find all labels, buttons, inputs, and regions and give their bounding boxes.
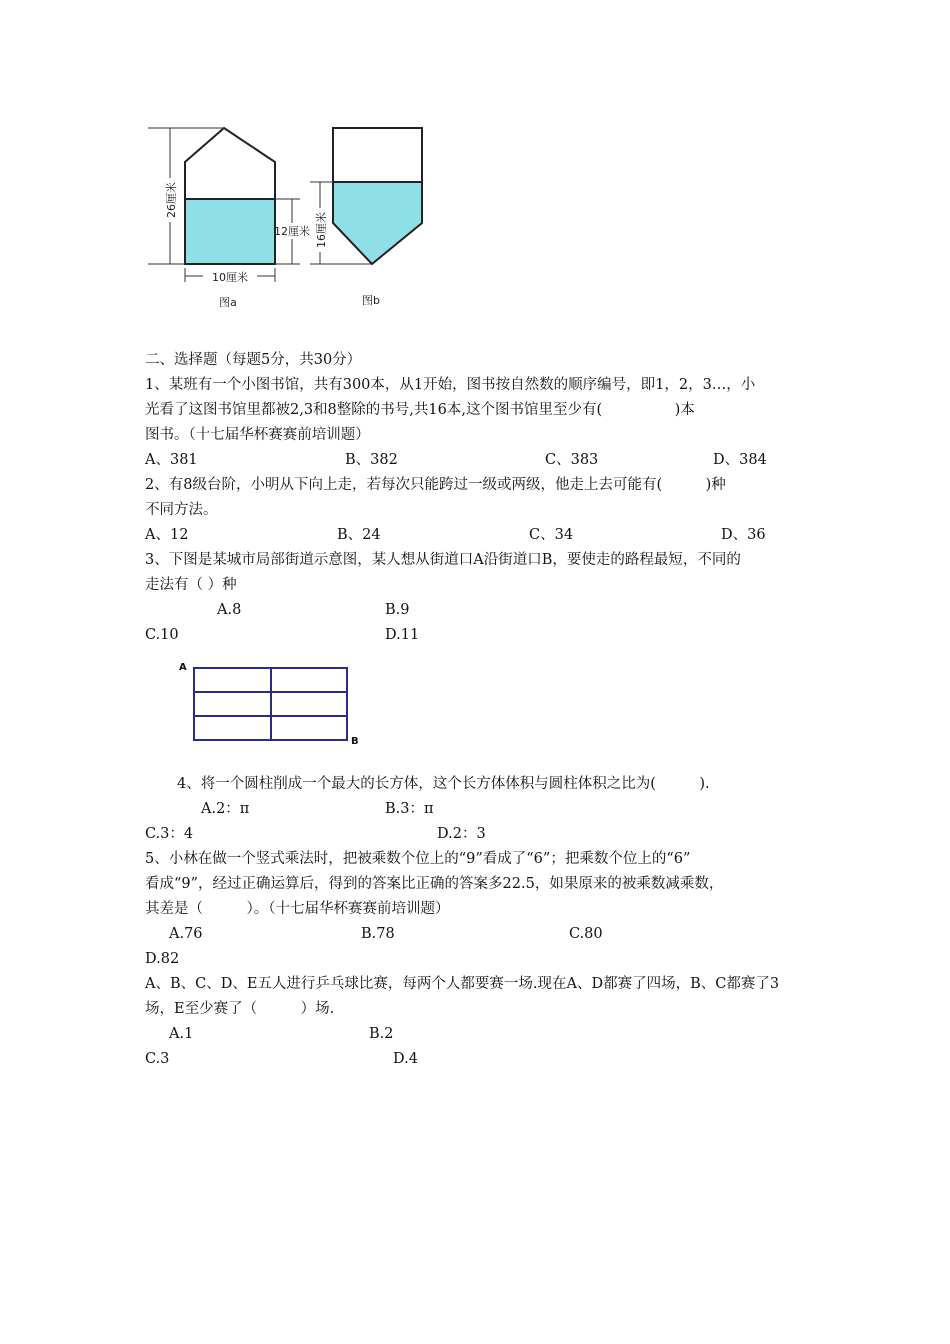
- q6-option-c: C.3: [145, 1051, 170, 1067]
- q1-option-d: D、384: [713, 452, 767, 468]
- q6-line-2: 场，E至少赛了（ ）场.: [145, 1001, 335, 1017]
- q5-line-3: 其差是（ ）。（十七届华杯赛赛前培训题）: [145, 901, 450, 917]
- grid-label-a: A: [179, 662, 187, 673]
- figure-b-container-outline: [333, 128, 422, 182]
- street-grid-diagram: [172, 660, 372, 752]
- q1-option-b: B、382: [345, 452, 398, 468]
- q5-option-d: D.82: [145, 951, 180, 967]
- q3-line-1: 3、下图是某城市局部街道示意图，某人想从街道口A沿街道口B，要使走的路程最短，不同的: [145, 552, 741, 568]
- label-26cm: 26厘米: [165, 182, 178, 218]
- figure-b: [305, 120, 435, 320]
- q4-option-b: B.3：π: [385, 801, 434, 817]
- q2-option-a: A、12: [145, 527, 189, 543]
- q4-line: 4、将一个圆柱削成一个最大的长方体，这个长方体体积与圆柱体积之比为( ).: [177, 776, 710, 792]
- q5-line-1: 5、小林在做一个竖式乘法时，把被乘数个位上的“9”看成了“6”；把乘数个位上的“6”: [145, 851, 691, 867]
- q3-option-a: A.8: [217, 602, 242, 618]
- q5-line-2: 看成“9”，经过正确运算后，得到的答案比正确的答案多22.5，如果原来的被乘数减乘数，: [145, 876, 724, 892]
- q3-option-b: B.9: [385, 602, 410, 618]
- label-16cm: 16厘米: [315, 212, 328, 248]
- q1-line-2: 光看了这图书馆里都被2,3和8整除的书号,共16本,这个图书馆里至少有( )本: [145, 402, 695, 418]
- figure-a: [140, 120, 310, 320]
- q5-option-c: C.80: [569, 926, 603, 942]
- q4-option-d: D.2：3: [437, 826, 486, 842]
- q2-option-c: C、34: [529, 527, 574, 543]
- q4-option-a: A.2：π: [201, 801, 250, 817]
- q4-option-c: C.3：4: [145, 826, 194, 842]
- q6-option-a: A.1: [169, 1026, 194, 1042]
- q3-option-c: C.10: [145, 627, 179, 643]
- q1-line-1: 1、某班有一个小图书馆，共有300本，从1开始，图书按自然数的顺序编号，即1，2，3…，小: [145, 377, 756, 393]
- q1-line-3: 图书。（十七届华杯赛赛前培训题）: [145, 427, 370, 443]
- figure-b-water: [333, 182, 422, 264]
- q3-line-2: 走法有（ ）种: [145, 577, 237, 593]
- q6-line-1: A、B、C、D、E五人进行乒乓球比赛，每两个人都要赛一场.现在A、D都赛了四场，B、C都赛了3: [145, 976, 780, 992]
- q2-option-b: B、24: [337, 527, 381, 543]
- figure-a-water: [185, 199, 275, 264]
- figure-a-caption: 图a: [219, 296, 237, 309]
- q1-option-c: C、383: [545, 452, 599, 468]
- q5-option-b: B.78: [361, 926, 395, 942]
- q2-line-2: 不同方法。: [145, 502, 218, 518]
- q6-option-b: B.2: [369, 1026, 394, 1042]
- section-title: 二、选择题（每题5分，共30分）: [145, 352, 362, 368]
- label-10cm: 10厘米: [212, 271, 248, 284]
- q2-option-d: D、36: [721, 527, 766, 543]
- q6-option-d: D.4: [393, 1051, 418, 1067]
- q5-option-a: A.76: [169, 926, 203, 942]
- q2-line-1: 2、有8级台阶，小明从下向上走，若每次只能跨过一级或两级，他走上去可能有( )种: [145, 477, 726, 493]
- q1-option-a: A、381: [145, 452, 198, 468]
- q3-option-d: D.11: [385, 627, 420, 643]
- label-12cm: 12厘米: [274, 225, 310, 238]
- grid-label-b: B: [351, 736, 359, 747]
- figure-b-caption: 图b: [362, 294, 380, 307]
